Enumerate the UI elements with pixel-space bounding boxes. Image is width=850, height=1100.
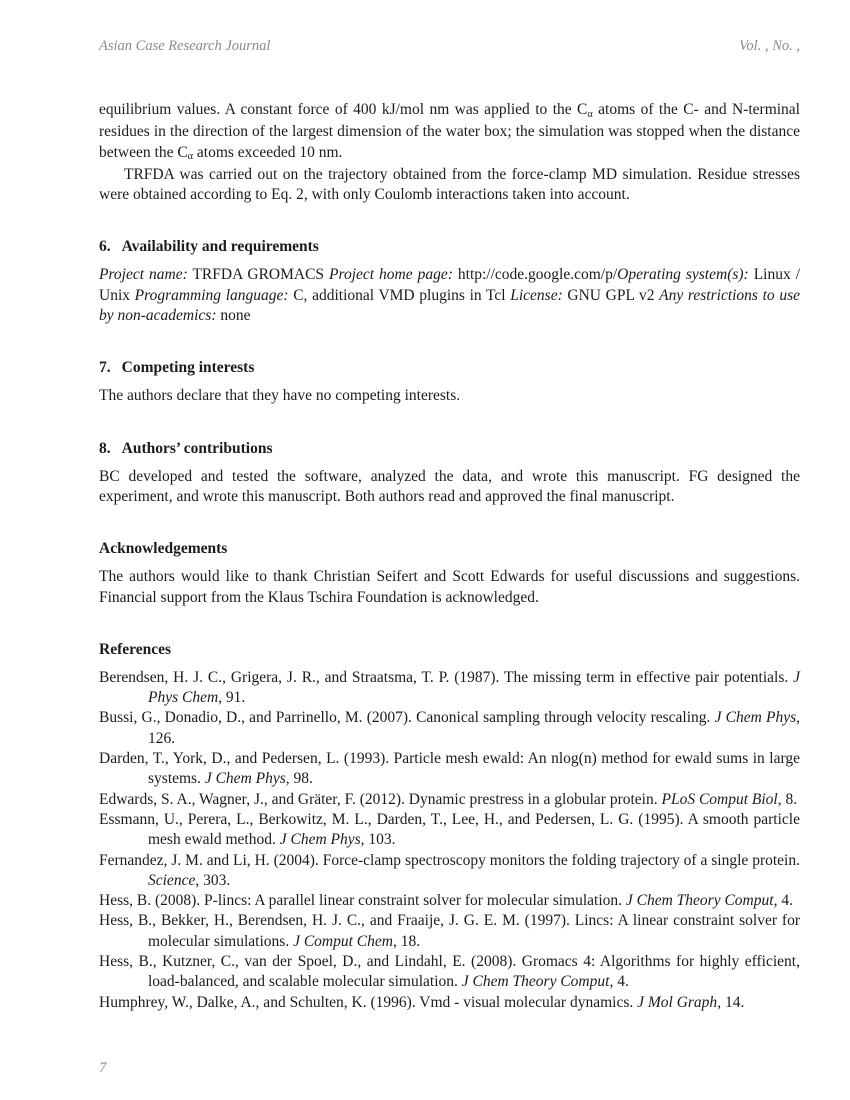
- text-segment: , 91.: [218, 689, 246, 707]
- section-heading-acknowledgements: Acknowledgements: [99, 540, 228, 558]
- text-segment: Berendsen, H. J. C., Grigera, J. R., and Straatsma, T. P. (1987). The missing term in effective pair potentials.: [99, 668, 794, 686]
- section-title: Authors’ contributions: [121, 439, 273, 457]
- section-heading-competing: [99, 359, 800, 377]
- reference-entry: [99, 749, 800, 790]
- contributions-body: BC developed and tested the software, analyzed the data, and wrote this manuscript. FG designed the experiment, and wrote this manuscript. Both authors read and approved the final manuscript.: [99, 467, 800, 505]
- section-number: 8.: [99, 439, 111, 457]
- text-segment: GNU GPL v2: [562, 286, 660, 304]
- italic-text: Operating system(s):: [617, 266, 749, 284]
- text-segment: atoms of the C- and N-terminal residues in the direction of the largest dimension of the water box; the simulation was stopped when the distance between the C: [99, 101, 800, 161]
- acknowledgements-body: The authors would like to thank Christian Seifert and Scott Edwards for useful discussions and suggestions. Financial support from the Klaus Tschira Foundation is acknowledged.: [99, 568, 800, 606]
- paragraph-trfda: TRFDA was carried out on the trajectory obtained from the force-clamp MD simulation. Residue stresses were obtained according to Eq. 2, with only Coulomb interactions taken into account.: [99, 165, 800, 204]
- volume-issue: Vol. , No. ,: [739, 38, 800, 54]
- section-title: Competing interests: [121, 359, 255, 377]
- text-segment: none: [216, 307, 251, 325]
- italic-text: J Mol Graph: [637, 993, 718, 1011]
- italic-text: J Chem Theory Comput: [461, 973, 610, 991]
- paragraph-equilibrium: [99, 100, 800, 165]
- section-competing-interests: [99, 359, 800, 406]
- text-segment: Essmann, U., Perera, L., Berkowitz, M. L., Darden, T., Lee, H., and Pedersen, L. G. (1995). A smooth particle mesh ewald method.: [99, 810, 800, 849]
- text-segment: Fernandez, J. M. and Li, H. (2004). Force-clamp spectroscopy monitors the folding trajectory of a single protein.: [99, 851, 800, 869]
- text-segment: Hess, B., Bekker, H., Berendsen, H. J. C., and Fraaije, J. G. E. M. (1997). Lincs: A linear constraint solver for molecular simulations.: [99, 912, 800, 950]
- reference-entry: [99, 891, 800, 911]
- reference-entry: [99, 851, 800, 892]
- italic-text: Project home page:: [329, 266, 453, 284]
- subscript-text: α: [587, 108, 593, 120]
- text-segment: Hess, B. (2008). P-lincs: A parallel linear constraint solver for molecular simulation.: [99, 892, 626, 910]
- text-segment: Darden, T., York, D., and Pedersen, L. (1993). Particle mesh ewald: An nlog(n) method for ewald sums in large systems.: [99, 750, 800, 788]
- italic-text: PLoS Comput Biol: [661, 790, 778, 808]
- italic-text: J Phys Chem: [148, 668, 800, 707]
- text-segment: http://code.google.com/p/: [452, 266, 618, 284]
- page-number: 7: [99, 1060, 107, 1076]
- italic-text: Science: [148, 871, 196, 889]
- text-segment: TRFDA GROMACS: [187, 266, 330, 284]
- section-heading-availability: [99, 238, 800, 256]
- section-title: Availability and requirements: [121, 238, 319, 256]
- intro-section: [99, 100, 800, 205]
- reference-entry: [99, 790, 800, 810]
- availability-body: [99, 265, 800, 326]
- journal-title: Asian Case Research Journal: [99, 38, 271, 54]
- section-contributions: [99, 440, 800, 508]
- reference-entry: [99, 911, 800, 952]
- text-segment: equilibrium values. A constant force of 400 kJ/mol nm was applied to the C: [99, 101, 588, 118]
- text-segment: , 103.: [360, 831, 396, 849]
- text-segment: Bussi, G., Donadio, D., and Parrinello, M. (2007). Canonical sampling through velocity rescaling.: [99, 709, 715, 727]
- section-heading-references: References: [99, 640, 172, 658]
- section-heading-contributions: [99, 440, 800, 458]
- text-segment: , 303.: [195, 871, 231, 889]
- reference-entry: [99, 952, 800, 993]
- italic-text: J Chem Phys: [204, 770, 286, 788]
- text-segment: , 4.: [773, 892, 793, 910]
- italic-text: Programming language:: [134, 286, 289, 304]
- text-segment: , 14.: [717, 993, 745, 1011]
- text-segment: , 126.: [148, 709, 800, 747]
- text-segment: atoms exceeded 10 nm.: [193, 143, 343, 161]
- text-segment: Edwards, S. A., Wagner, J., and Gräter, F. (2012). Dynamic prestress in a globular protein.: [99, 790, 662, 808]
- page-body: [99, 0, 800, 1013]
- section-availability: [99, 238, 800, 326]
- reference-list: [99, 668, 800, 1013]
- italic-text: Any restrictions to use by non-academics:: [99, 286, 800, 325]
- running-header: [99, 38, 800, 55]
- reference-entry: [99, 993, 800, 1013]
- italic-text: J Chem Phys: [714, 709, 797, 727]
- text-segment: Hess, B., Kutzner, C., van der Spoel, D., and Lindahl, E. (2008). Gromacs 4: Algorithms for highly efficient, load-balanced, and scalable molecular simulation.: [99, 953, 800, 991]
- section-acknowledgements: [99, 540, 800, 608]
- italic-text: J Chem Theory Comput: [625, 892, 774, 910]
- reference-entry: [99, 668, 800, 709]
- text-segment: Linux / Unix: [99, 266, 800, 304]
- reference-entry: [99, 708, 800, 749]
- text-segment: , 8.: [777, 790, 798, 808]
- italic-text: License:: [510, 286, 563, 304]
- text-segment: Humphrey, W., Dalke, A., and Schulten, K. (1996). Vmd - visual molecular dynamics.: [99, 993, 638, 1011]
- text-segment: , 18.: [392, 932, 421, 950]
- section-number: 7.: [99, 359, 111, 377]
- section-number: 6.: [99, 238, 111, 256]
- italic-text: J Comput Chem: [293, 932, 393, 950]
- subscript-text: α: [187, 151, 194, 163]
- section-references: [99, 641, 800, 1013]
- text-segment: , 98.: [285, 770, 313, 788]
- italic-text: Project name:: [99, 266, 188, 284]
- text-segment: C, additional VMD plugins in Tcl: [288, 286, 511, 304]
- text-segment: , 4.: [609, 973, 629, 991]
- reference-entry: [99, 810, 800, 851]
- italic-text: J Chem Phys: [279, 831, 361, 849]
- competing-body: The authors declare that they have no competing interests.: [99, 387, 461, 405]
